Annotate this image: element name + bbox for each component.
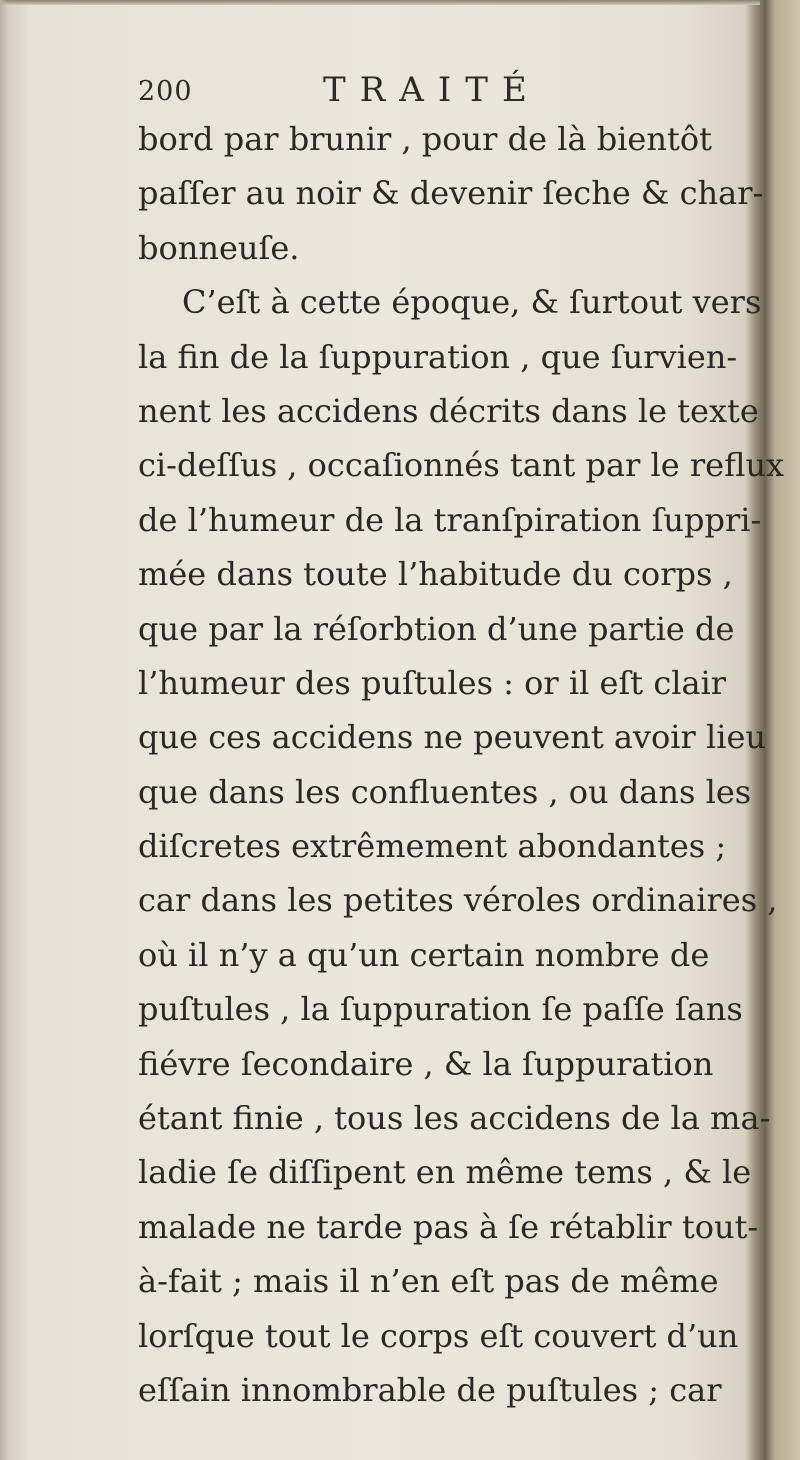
page-number: 200 (138, 76, 193, 107)
text-line: nent les accidens décrits dans le texte (138, 391, 759, 430)
text-line: malade ne tarde pas à ſe rétablir tout- (138, 1207, 759, 1246)
text-line: car dans les petites véroles ordinaires , (138, 881, 778, 920)
text-line: l’humeur des puſtules : or il eſt clair (138, 663, 727, 702)
text-line: à-fait ; mais il n’en eſt pas de même (138, 1262, 719, 1301)
text-line: où il n’y a qu’un certain nombre de (138, 935, 710, 974)
text-line: fiévre ſecondaire , & la ſuppuration (138, 1044, 714, 1083)
text-line: bord par brunir , pour de là bientôt (138, 120, 712, 158)
text-line: que ces accidens ne peuvent avoir lieu (138, 718, 766, 757)
text-line: mée dans toute l’habitude du corps , (138, 555, 733, 594)
text-line: ladie ſe diſſipent en même tems , & le (138, 1153, 752, 1192)
page-left-shadow (0, 0, 8, 1460)
text-line: ci-deſſus , occaſionnés tant par le reflux (138, 446, 785, 485)
page-top-edge (0, 0, 760, 5)
text-line: que par la réſorbtion d’une partie de (138, 609, 735, 648)
text-line: de l’humeur de la tranſpiration ſuppri- (138, 500, 762, 539)
body-text (138, 112, 785, 1417)
running-head (138, 68, 698, 112)
paragraph-start-line: C’eſt à cette époque, & ſurtout vers (182, 283, 762, 322)
text-line: diſcretes extrêmement abondantes ; (138, 827, 727, 866)
text-line: étant finie , tous les accidens de la ma- (138, 1099, 771, 1138)
text-line: paſſer au noir & devenir ſeche & char- (138, 174, 764, 213)
text-line: lorſque tout le corps eſt couvert d’un (138, 1316, 739, 1355)
text-line: eſſain innombrable de puſtules ; car (138, 1370, 722, 1409)
text-line: bonneuſe. (138, 228, 300, 267)
running-title: TRAITÉ (323, 70, 541, 110)
text-line: puſtules , la ſuppuration ſe paſſe ſans (138, 990, 743, 1029)
text-line: que dans les confluentes , ou dans les (138, 772, 752, 811)
text-line: la fin de la ſuppuration , que ſurvien- (138, 337, 738, 376)
